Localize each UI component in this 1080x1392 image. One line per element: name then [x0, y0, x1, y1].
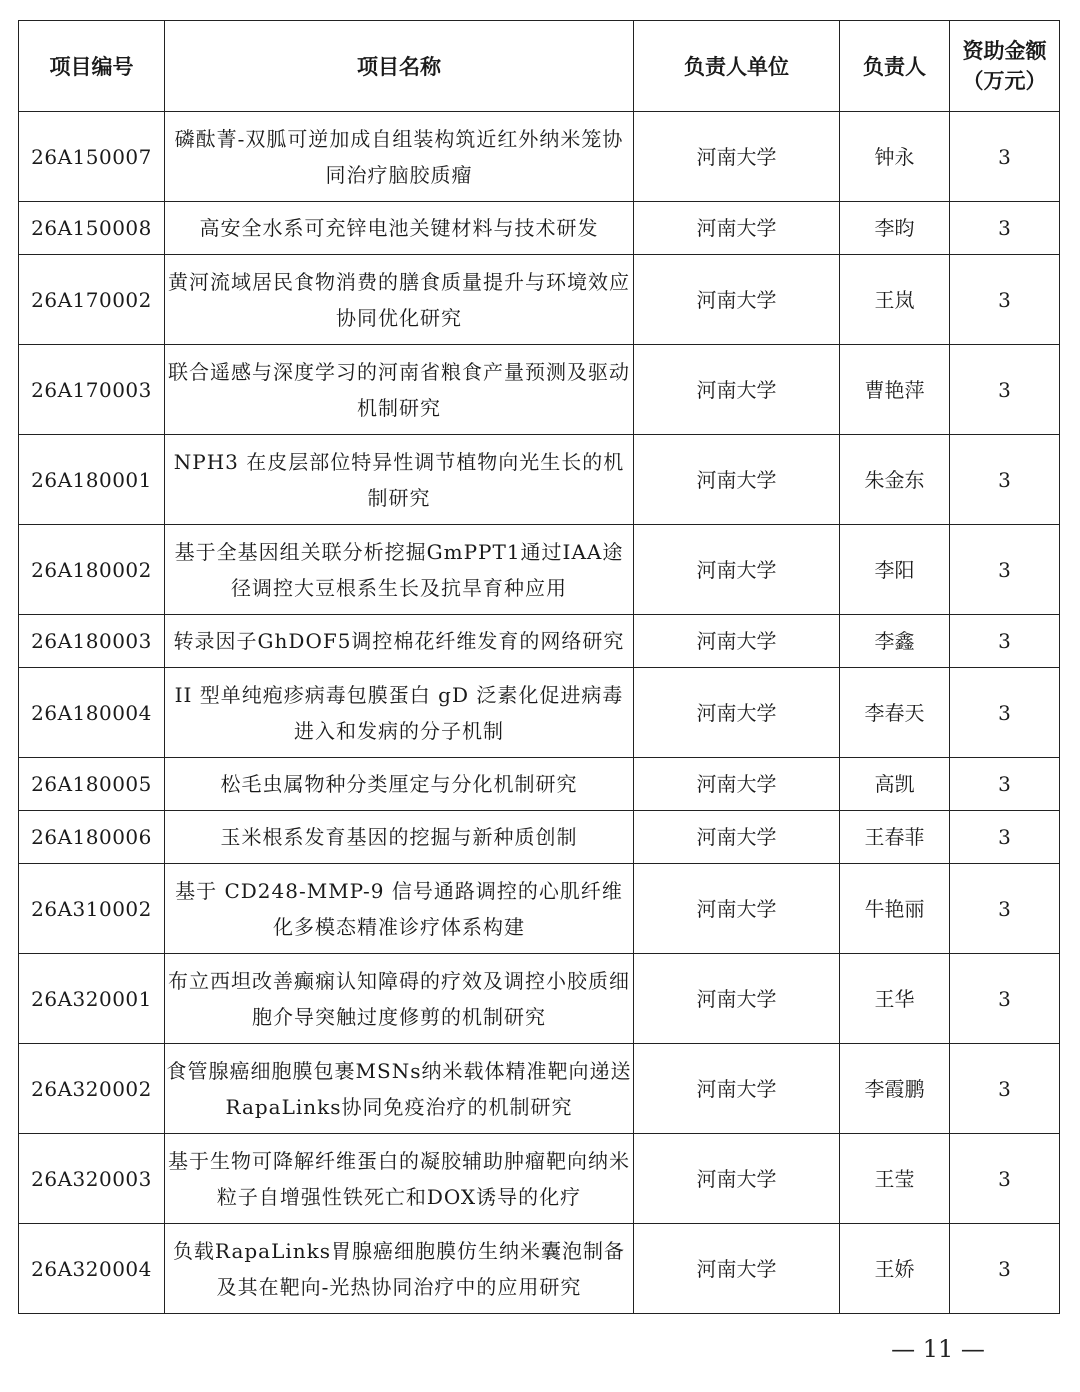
cell-person: 王莹	[840, 1134, 950, 1224]
table-row	[19, 525, 1060, 615]
cell-name: 高安全水系可充锌电池关键材料与技术研发	[165, 202, 634, 255]
table-row	[19, 255, 1060, 345]
cell-amount: 3	[950, 811, 1060, 864]
cell-unit: 河南大学	[634, 758, 840, 811]
cell-person: 高凯	[840, 758, 950, 811]
table-row	[19, 345, 1060, 435]
cell-person: 王娇	[840, 1224, 950, 1314]
cell-name: 磷酞菁-双胍可逆加成自组装构筑近红外纳米笼协同治疗脑胶质瘤	[165, 112, 634, 202]
cell-name: 基于生物可降解纤维蛋白的凝胶辅助肿瘤靶向纳米粒子自增强性铁死亡和DOX诱导的化疗	[165, 1134, 634, 1224]
table-row	[19, 1044, 1060, 1134]
cell-person: 钟永	[840, 112, 950, 202]
header-unit: 负责人单位	[634, 21, 840, 112]
cell-amount: 3	[950, 954, 1060, 1044]
table-row	[19, 954, 1060, 1044]
cell-unit: 河南大学	[634, 1044, 840, 1134]
cell-name: 基于全基因组关联分析挖掘GmPPT1通过IAA途径调控大豆根系生长及抗旱育种应用	[165, 525, 634, 615]
cell-code: 26A310002	[19, 864, 165, 954]
cell-amount: 3	[950, 758, 1060, 811]
cell-amount: 3	[950, 615, 1060, 668]
cell-amount: 3	[950, 345, 1060, 435]
table-row	[19, 202, 1060, 255]
cell-code: 26A180003	[19, 615, 165, 668]
table-header-row	[19, 21, 1060, 112]
cell-unit: 河南大学	[634, 435, 840, 525]
cell-unit: 河南大学	[634, 525, 840, 615]
cell-person: 李霞鹏	[840, 1044, 950, 1134]
cell-unit: 河南大学	[634, 255, 840, 345]
cell-amount: 3	[950, 668, 1060, 758]
table-row	[19, 864, 1060, 954]
cell-name: 基于 CD248-MMP-9 信号通路调控的心肌纤维化多模态精准诊疗体系构建	[165, 864, 634, 954]
cell-name: 联合遥感与深度学习的河南省粮食产量预测及驱动机制研究	[165, 345, 634, 435]
cell-person: 李鑫	[840, 615, 950, 668]
cell-code: 26A180006	[19, 811, 165, 864]
cell-code: 26A170003	[19, 345, 165, 435]
cell-unit: 河南大学	[634, 811, 840, 864]
cell-unit: 河南大学	[634, 1224, 840, 1314]
table-row	[19, 758, 1060, 811]
cell-person: 朱金东	[840, 435, 950, 525]
cell-code: 26A320001	[19, 954, 165, 1044]
cell-code: 26A180004	[19, 668, 165, 758]
cell-unit: 河南大学	[634, 615, 840, 668]
header-code: 项目编号	[19, 21, 165, 112]
cell-unit: 河南大学	[634, 1134, 840, 1224]
table-row	[19, 435, 1060, 525]
cell-amount: 3	[950, 1224, 1060, 1314]
header-amount-line2: （万元）	[962, 69, 1047, 93]
cell-amount: 3	[950, 255, 1060, 345]
header-amount	[950, 21, 1060, 112]
cell-name: 玉米根系发育基因的挖掘与新种质创制	[165, 811, 634, 864]
cell-amount: 3	[950, 435, 1060, 525]
table-row	[19, 1224, 1060, 1314]
cell-code: 26A180001	[19, 435, 165, 525]
cell-code: 26A320003	[19, 1134, 165, 1224]
cell-code: 26A170002	[19, 255, 165, 345]
cell-name: 食管腺癌细胞膜包裹MSNs纳米载体精准靶向递送RapaLinks协同免疫治疗的机制研究	[165, 1044, 634, 1134]
cell-amount: 3	[950, 525, 1060, 615]
page-number: — 11 —	[891, 1335, 985, 1363]
cell-unit: 河南大学	[634, 345, 840, 435]
cell-person: 牛艳丽	[840, 864, 950, 954]
cell-amount: 3	[950, 1044, 1060, 1134]
cell-name: II 型单纯疱疹病毒包膜蛋白 gD 泛素化促进病毒进入和发病的分子机制	[165, 668, 634, 758]
table-row	[19, 112, 1060, 202]
cell-person: 王春菲	[840, 811, 950, 864]
cell-person: 李昀	[840, 202, 950, 255]
table-row	[19, 668, 1060, 758]
cell-name: 布立西坦改善癫痫认知障碍的疗效及调控小胶质细胞介导突触过度修剪的机制研究	[165, 954, 634, 1044]
cell-name: 黄河流域居民食物消费的膳食质量提升与环境效应协同优化研究	[165, 255, 634, 345]
cell-person: 王华	[840, 954, 950, 1044]
header-amount-line1: 资助金额	[962, 39, 1047, 63]
header-name: 项目名称	[165, 21, 634, 112]
cell-amount: 3	[950, 202, 1060, 255]
table-row	[19, 1134, 1060, 1224]
cell-name: NPH3 在皮层部位特异性调节植物向光生长的机制研究	[165, 435, 634, 525]
cell-person: 曹艳萍	[840, 345, 950, 435]
cell-person: 李阳	[840, 525, 950, 615]
cell-code: 26A150008	[19, 202, 165, 255]
table-row	[19, 811, 1060, 864]
header-person: 负责人	[840, 21, 950, 112]
table-row	[19, 615, 1060, 668]
cell-name: 负载RapaLinks胃腺癌细胞膜仿生纳米囊泡制备及其在靶向-光热协同治疗中的应用研究	[165, 1224, 634, 1314]
cell-code: 26A320002	[19, 1044, 165, 1134]
cell-amount: 3	[950, 1134, 1060, 1224]
cell-amount: 3	[950, 864, 1060, 954]
cell-name: 转录因子GhDOF5调控棉花纤维发育的网络研究	[165, 615, 634, 668]
cell-person: 王岚	[840, 255, 950, 345]
cell-person: 李春天	[840, 668, 950, 758]
cell-code: 26A180005	[19, 758, 165, 811]
cell-unit: 河南大学	[634, 864, 840, 954]
cell-unit: 河南大学	[634, 954, 840, 1044]
cell-unit: 河南大学	[634, 202, 840, 255]
cell-amount: 3	[950, 112, 1060, 202]
cell-unit: 河南大学	[634, 112, 840, 202]
funding-table	[18, 20, 1060, 1314]
cell-code: 26A320004	[19, 1224, 165, 1314]
cell-code: 26A150007	[19, 112, 165, 202]
cell-name: 松毛虫属物种分类厘定与分化机制研究	[165, 758, 634, 811]
cell-unit: 河南大学	[634, 668, 840, 758]
cell-code: 26A180002	[19, 525, 165, 615]
